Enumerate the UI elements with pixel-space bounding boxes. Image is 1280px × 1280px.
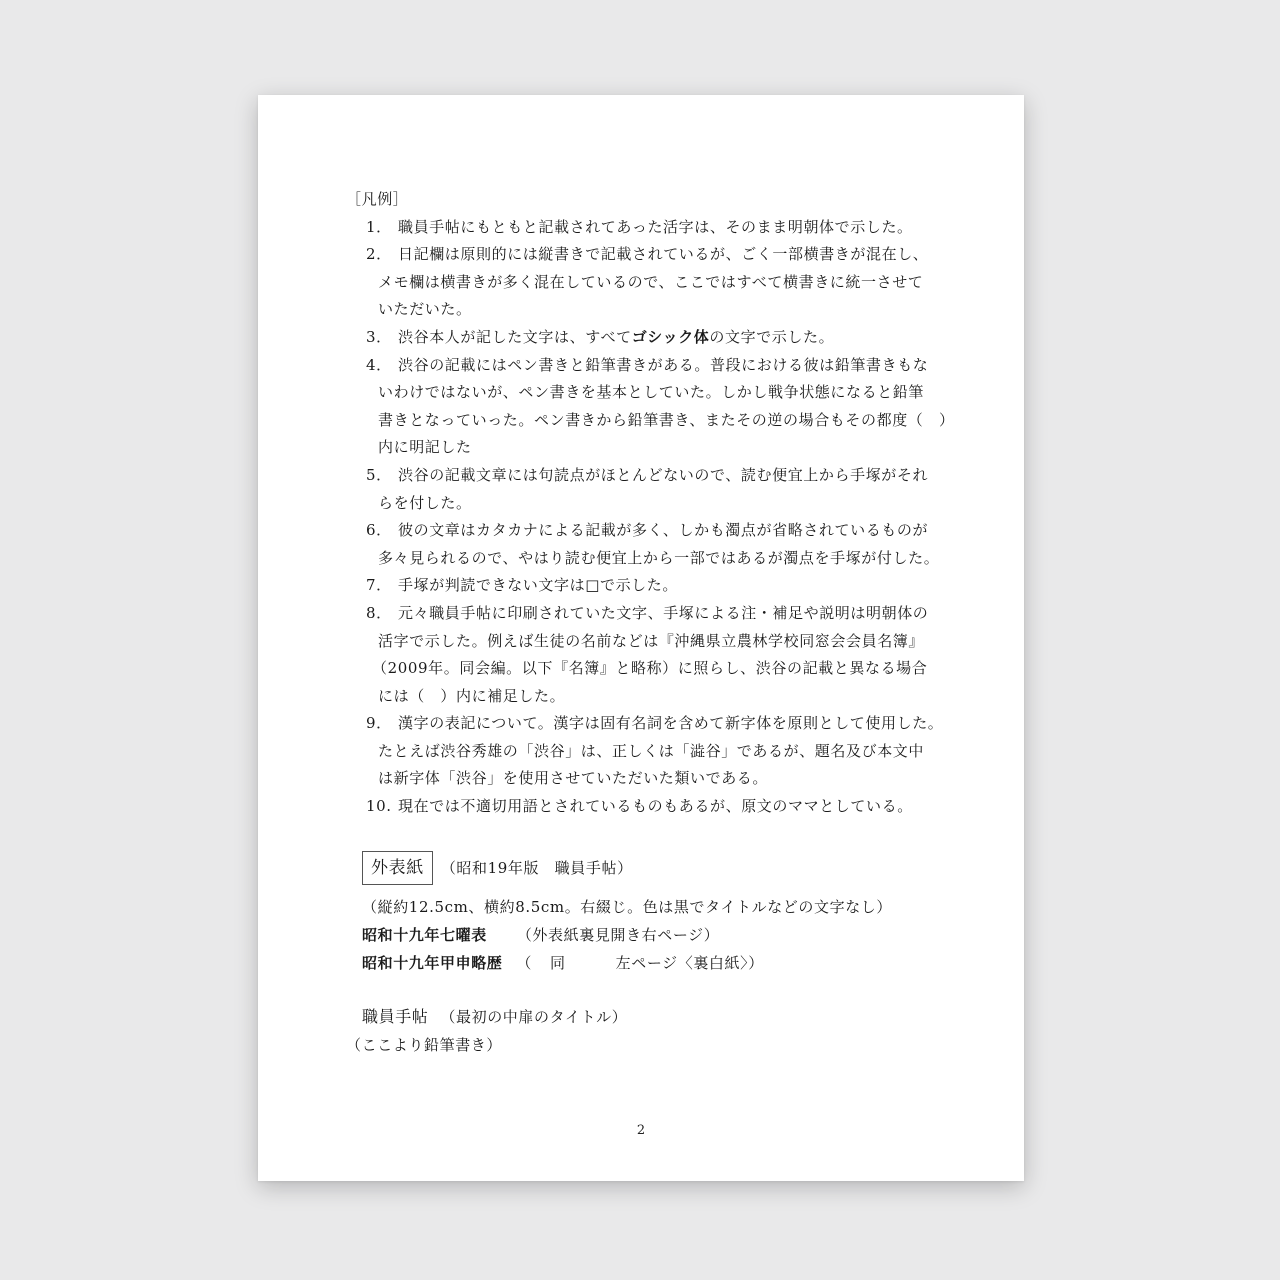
- legend-item-text: 漢字の表記について。漢字は固有名詞を含めて新字体を原則として使用した。: [398, 714, 944, 733]
- cover-note: （昭和19年版 職員手帖）: [440, 858, 633, 877]
- legend-item-text: らを付した。: [378, 493, 472, 512]
- inner-title: 職員手帖: [362, 1006, 429, 1026]
- legend-item-number: 1．: [366, 217, 392, 236]
- legend-item-text: は新字体「渋谷」を使用させていただいた類いである。: [378, 769, 769, 788]
- legend-item-2: [366, 241, 966, 324]
- legend-item-text: 渋谷の記載文章には句読点がほとんどないので、読む便宜上から手塚がそれ: [398, 465, 929, 484]
- legend-item-text: 現在では不適切用語とされているものもあるが、原文のママとしている。: [398, 797, 913, 816]
- legend-item-number: 9．: [366, 714, 392, 733]
- legend-item-3: [366, 324, 966, 352]
- cover-heading-row: [346, 851, 966, 885]
- legend-item-number: 7．: [366, 576, 392, 595]
- legend-item-1: [366, 214, 966, 242]
- legend-item-number: 5．: [366, 465, 392, 484]
- inner-title-row: [346, 1003, 966, 1031]
- legend-item-text: の文字で示した。: [709, 327, 835, 346]
- legend-item-text: 日記欄は原則的には縦書きで記載されているが、ごく一部横書きが混在し、: [398, 245, 929, 264]
- legend-item-text: には（ ）内に補足した。: [378, 686, 566, 705]
- cover-size-line: （縦約12.5cm、横約8.5cm。右綴じ。色は黒でタイトルなどの文字なし）: [362, 897, 893, 916]
- history-entry-title: 昭和十九年甲申略歴: [362, 953, 503, 972]
- legend-item-text: 元々職員手帖に印刷されていた文字、手塚による注・補足や説明は明朝体の: [398, 603, 929, 622]
- legend-heading: ［凡例］: [346, 190, 409, 208]
- legend-item-text: メモ欄は横書きが多く混在しているので、ここではすべて横書きに統一させて: [378, 272, 924, 291]
- legend-item-6: [366, 517, 966, 572]
- legend-item-text: 内に明記した: [378, 438, 472, 457]
- history-entry-note: 左ページ〈裏白紙〉）: [615, 953, 764, 972]
- legend-item-text: 書きとなっていった。ペン書きから鉛筆書き、またその逆の場合もその都度（ ）: [378, 410, 955, 429]
- legend-item-text: たとえば渋谷秀雄の「渋谷」は、正しくは「澁谷」であるが、題名及び本文中: [378, 741, 925, 760]
- legend-item-text: （2009年。同会編。以下『名簿』と略称）に照らし、渋谷の記載と異なる場合: [372, 659, 928, 678]
- legend-item-7: [366, 572, 966, 600]
- legend-item-text: 渋谷の記載にはペン書きと鉛筆書きがある。普段における彼は鉛筆書きもな: [398, 355, 929, 374]
- legend-item-5: [366, 462, 966, 517]
- legend-item-text: 手塚が判読できない文字は□で示した。: [398, 576, 678, 595]
- page-number: 2: [636, 1123, 646, 1138]
- boxed-cover-label: 外表紙: [362, 851, 433, 885]
- legend-list: [346, 214, 966, 821]
- calendar-entry-title: 昭和十九年七曜表: [362, 925, 487, 944]
- document-page: [258, 95, 1024, 1181]
- inner-title-note: （最初の中扉のタイトル）: [440, 1007, 628, 1026]
- legend-item-number: 3．: [366, 327, 392, 346]
- legend-item-text: 彼の文章はカタカナによる記載が多く、しかも濁点が省略されているものが: [398, 521, 929, 540]
- page-content: [346, 186, 966, 1059]
- legend-item-text: 活字で示した。例えば生徒の名前などは『沖縄県立農林学校同窓会会員名簿』: [378, 631, 925, 650]
- legend-item-4: [366, 352, 966, 462]
- legend-item-9: [366, 710, 966, 793]
- legend-item-8: [366, 600, 966, 710]
- gothic-sample-text: ゴシック体: [631, 327, 710, 346]
- legend-item-number: 8．: [366, 603, 392, 622]
- legend-item-text: いわけではないが、ペン書きを基本としていた。しかし戦争状態になると鉛筆: [378, 383, 925, 402]
- pencil-note: （ここより鉛筆書き）: [346, 1035, 503, 1054]
- ditto-mark: 同: [550, 953, 566, 972]
- legend-item-text: 職員手帖にもともと記載されてあった活字は、そのまま明朝体で示した。: [398, 217, 913, 236]
- legend-item-number: 4．: [366, 355, 392, 374]
- calendar-entry-note: （外表紙裏見開き右ページ）: [516, 925, 720, 944]
- legend-item-number: 10.: [366, 797, 392, 816]
- legend-item-10: [366, 793, 966, 821]
- legend-item-text: いただいた。: [378, 300, 472, 319]
- cover-description: [346, 893, 966, 977]
- legend-item-number: 6．: [366, 521, 392, 540]
- history-entry-paren: （: [516, 953, 533, 972]
- legend-item-text: 多々見られるので、やはり読む便宜上から一部ではあるが濁点を手塚が付した。: [378, 548, 940, 567]
- legend-item-number: 2．: [366, 245, 392, 264]
- legend-item-text: 渋谷本人が記した文字は、すべて: [398, 327, 632, 346]
